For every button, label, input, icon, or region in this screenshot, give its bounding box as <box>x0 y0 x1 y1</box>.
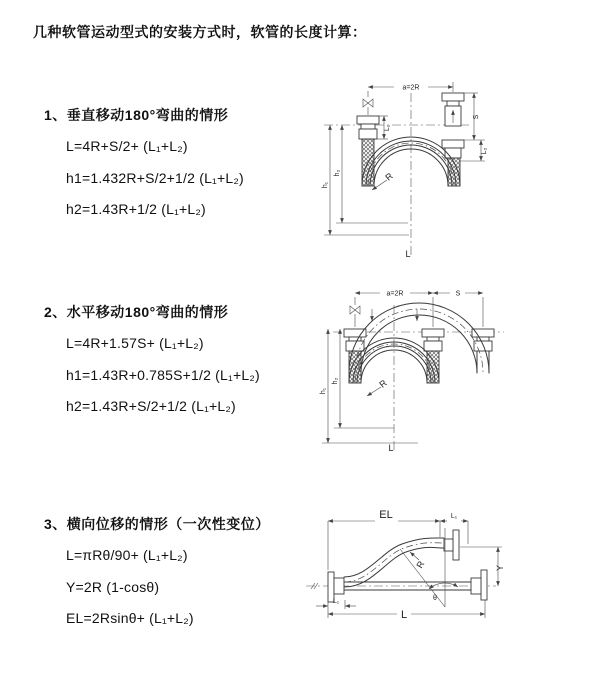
length-label: L <box>405 249 411 259</box>
section1-formula-L: L=4R+S/2+ (L₁+L₂) <box>66 138 188 154</box>
section1-formula-h1: h1=1.432R+S/2+1/2 (L₁+L₂) <box>66 169 244 186</box>
dim-label-l1-bottom: L₁ <box>332 598 340 605</box>
section3-formula-EL: EL=2Rsinθ+ (L₁+L₂) <box>66 610 194 626</box>
section-lateral-displacement <box>44 509 270 635</box>
dim-label-a2r: a=2R <box>386 290 404 298</box>
section2-formula-h1: h1=1.43R+0.785S+1/2 (L₁+L₂) <box>66 366 260 383</box>
dimension-a2r <box>355 291 433 298</box>
section3-formula-L: L=πRθ/90+ (L₁+L₂) <box>66 547 188 563</box>
dimension-a2r <box>368 82 453 97</box>
dim-label-l: L <box>400 609 408 621</box>
dim-label-el: EL <box>379 509 393 521</box>
curved-hose <box>344 538 444 587</box>
length-label: L <box>388 443 394 453</box>
section3-heading: 3、横向位移的情形（一次性变位） <box>44 516 270 532</box>
radius-label: R <box>383 170 395 183</box>
section-horizontal-movement <box>44 297 260 423</box>
dimension-extension-lines <box>355 297 483 327</box>
dim-label-a2r: a=2R <box>402 84 420 92</box>
section2-heading: 2、水平移动180°弯曲的情形 <box>44 304 229 320</box>
dimension-s <box>433 291 483 298</box>
u-hose-position-2 <box>349 303 489 373</box>
section-vertical-movement <box>44 100 244 226</box>
radius-callout <box>372 170 395 190</box>
page-title: 几种软管运动型式的安装方式时，软管的长度计算： <box>33 24 367 40</box>
section1-formula-h2: h2=1.43R+1/2 (L₁+L₂) <box>66 201 206 217</box>
upper-flange-fitting <box>444 530 459 560</box>
valve-icon <box>350 306 360 314</box>
dim-label-h1: h₁ <box>322 181 329 189</box>
dimension-l1-bottom <box>316 598 356 609</box>
right-flange-fitting <box>471 570 487 600</box>
dim-label-y: Y <box>495 564 505 572</box>
dimension-s <box>464 93 485 140</box>
dim-label-l1: L₁ <box>384 124 391 132</box>
dimension-l <box>328 600 485 621</box>
dim-label-s: S <box>455 290 461 298</box>
diagram-horizontal-180-bend <box>308 283 558 455</box>
dim-label-l2: L₂ <box>481 147 488 155</box>
dim-label-l1-top: L₁ <box>450 513 458 520</box>
radius-label: R <box>414 559 427 570</box>
diagram-lateral-displacement <box>298 496 598 661</box>
dimension-h1 <box>320 329 418 443</box>
diagram-vertical-180-bend <box>308 73 533 261</box>
valve-icon <box>363 99 373 115</box>
radius-callout <box>367 377 389 396</box>
radius-callout <box>410 552 427 570</box>
dim-label-h2: h₂ <box>334 169 341 177</box>
section3-formula-Y: Y=2R (1-cosθ) <box>66 578 160 595</box>
dim-label-h1: h₁ <box>320 387 327 395</box>
right-end-fitting-upper-position <box>442 93 464 126</box>
section2-formula-h2: h2=1.43R+S/2+1/2 (L₁+L₂) <box>66 398 236 414</box>
dim-label-h2: h₂ <box>332 377 339 385</box>
radius-label: R <box>377 377 389 390</box>
dim-label-s: S <box>473 114 480 120</box>
angle-label: θ <box>433 595 437 602</box>
section2-formula-L: L=4R+1.57S+ (L₁+L₂) <box>66 335 204 351</box>
section1-heading: 1、垂直移动180°弯曲的情形 <box>44 107 229 123</box>
